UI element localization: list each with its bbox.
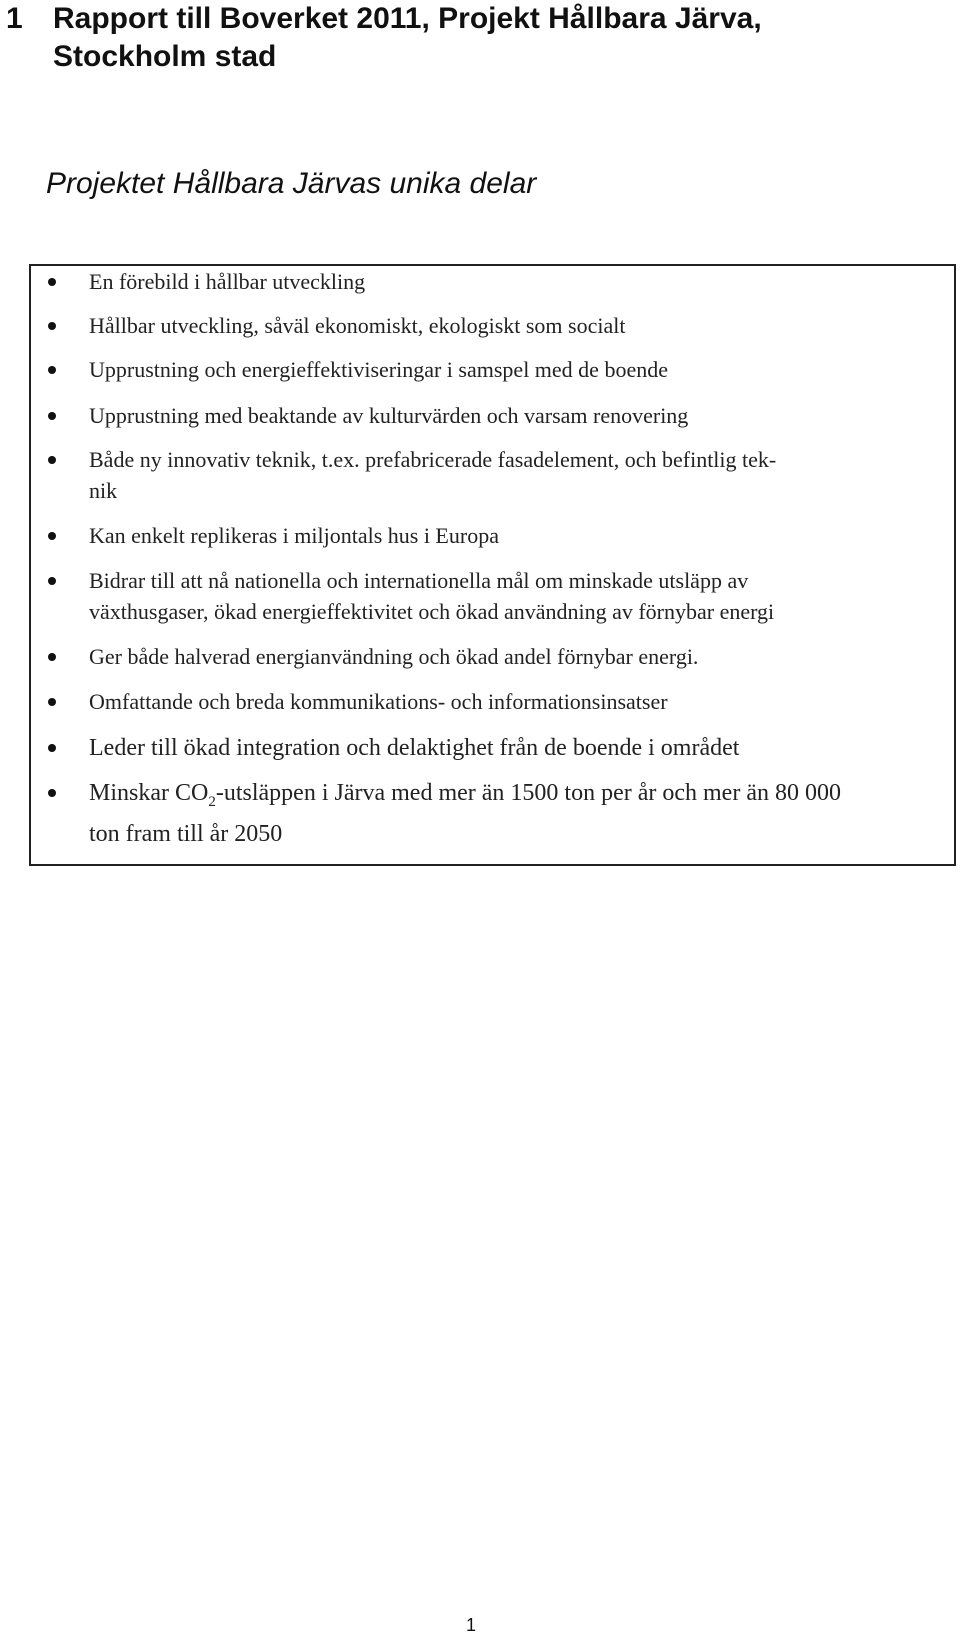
list-item-text: Ger både halverad energianvändning och ökad andel förnybar energi. bbox=[89, 644, 699, 669]
bullet-icon bbox=[48, 789, 56, 797]
bullet-icon bbox=[48, 322, 56, 330]
bullet-icon bbox=[48, 744, 56, 752]
highlights-box bbox=[29, 264, 956, 866]
list-item-text: En förebild i hållbar utveckling bbox=[89, 269, 366, 294]
list-item-text-line-2: nik bbox=[89, 478, 118, 503]
list-item-text: Upprustning och energieffektiviseringar i samspel med de boende bbox=[89, 357, 668, 382]
list-item-text bbox=[89, 777, 949, 850]
chapter-title-line-2: Stockholm stad bbox=[53, 40, 277, 73]
list-item-text: Hållbar utveckling, såväl ekonomiskt, ekologiskt som socialt bbox=[89, 313, 626, 338]
page-number: 1 bbox=[466, 1615, 477, 1635]
co2-subscript: 2 bbox=[208, 793, 216, 810]
list-item-text: Leder till ökad integration och delaktighet från de boende i området bbox=[89, 735, 740, 761]
bullet-icon bbox=[48, 577, 56, 585]
list-item-text-line-2: växthusgaser, ökad energieffektivitet och ökad användning av förnybar energi bbox=[89, 599, 775, 624]
bullet-icon bbox=[48, 532, 56, 540]
bullet-icon bbox=[48, 412, 56, 420]
bullet-icon bbox=[48, 698, 56, 706]
co2-suffix: -utsläppen i Järva med mer än 1500 ton per år och mer än 80 000 bbox=[215, 780, 841, 806]
section-subheading: Projektet Hållbara Järvas unika delar bbox=[46, 167, 537, 200]
list-item-text-line-1: Bidrar till att nå nationella och internationella mål om minskade utsläpp av bbox=[89, 568, 749, 593]
bullet-icon bbox=[48, 366, 56, 374]
bullet-icon bbox=[48, 653, 56, 661]
list-item-text: Omfattande och breda kommunikations- och informationsinsatser bbox=[89, 689, 668, 714]
list-item-text: Upprustning med beaktande av kulturvärden och varsam renovering bbox=[89, 403, 689, 428]
chapter-title-line-1: Rapport till Boverket 2011, Projekt Hållbara Järva, bbox=[53, 2, 762, 35]
list-item-text bbox=[89, 565, 949, 627]
list-item-text: Kan enkelt replikeras i miljontals hus i Europa bbox=[89, 523, 499, 548]
chapter-number: 1 bbox=[6, 2, 23, 35]
list-item-text-line-1: Både ny innovativ teknik, t.ex. prefabricerade fasadelement, och befintlig tek- bbox=[89, 447, 777, 472]
chapter-title bbox=[53, 0, 933, 76]
list-item-text-line-2: ton fram till år 2050 bbox=[89, 820, 283, 847]
co2-prefix: Minskar CO bbox=[89, 780, 209, 806]
list-item-text bbox=[89, 444, 949, 506]
list-item-text-line-1 bbox=[89, 777, 949, 818]
bullet-icon bbox=[48, 278, 56, 286]
bullet-icon bbox=[48, 456, 56, 464]
